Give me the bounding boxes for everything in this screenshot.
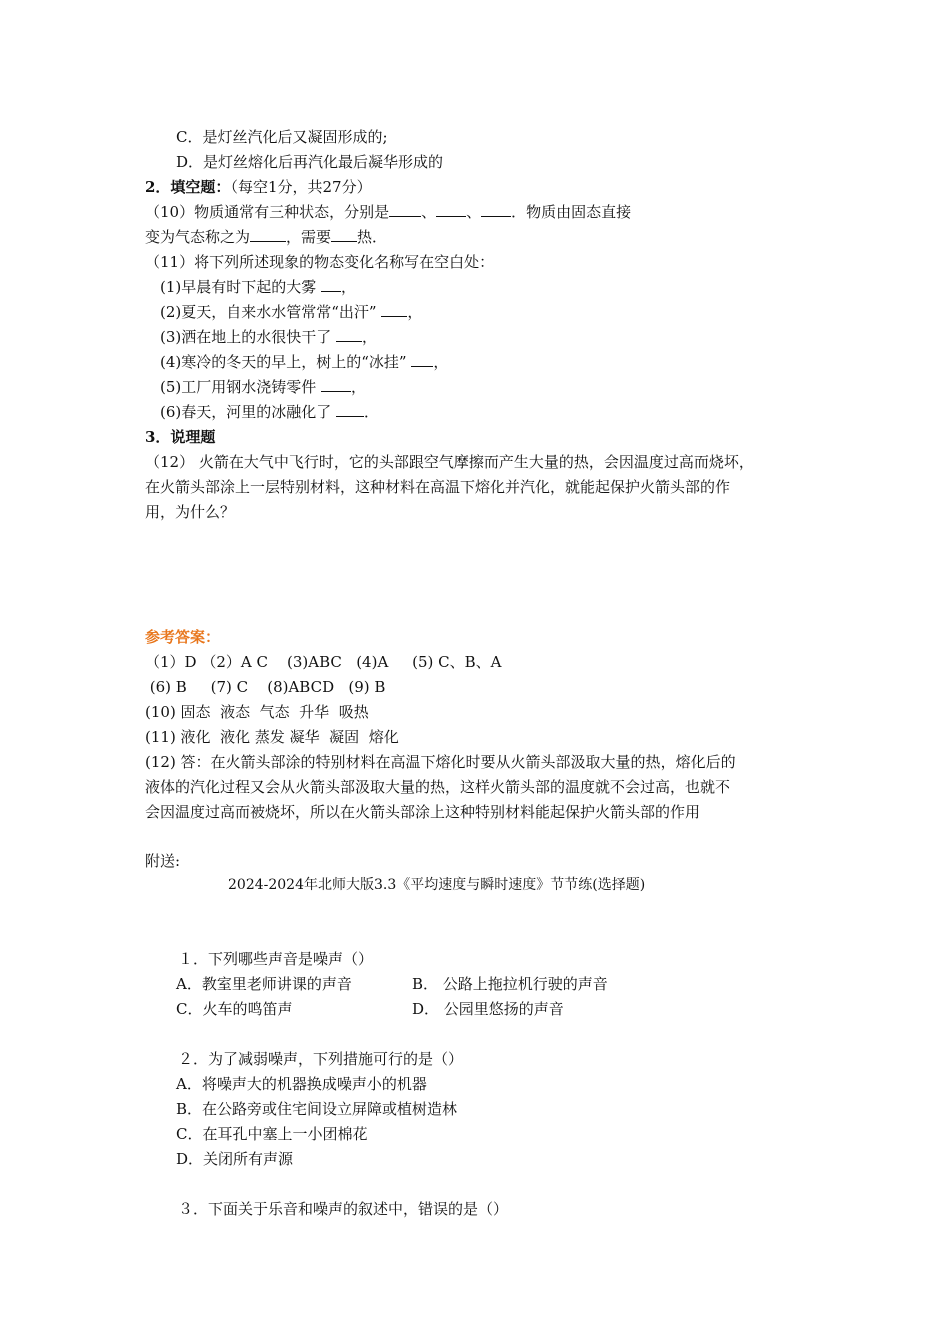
new-question-3-stem: ３．下面关于乐音和噪声的叙述中，错误的是（） bbox=[178, 1200, 509, 1218]
new-question-1-options-row-1 bbox=[176, 973, 676, 995]
q10-text-e: 热． bbox=[357, 228, 388, 246]
answer-line: (6) B (7) C (8)ABCD (9) B bbox=[145, 678, 386, 696]
q11-item: (3)洒在地上的水很快干了 ， bbox=[160, 328, 378, 346]
answer-blank[interactable] bbox=[250, 227, 286, 242]
question-12-line: 用，为什么？ bbox=[145, 503, 236, 521]
option-d: D． 公园里悠扬的声音 bbox=[412, 1000, 564, 1018]
option-b: B．在公路旁或住宅间设立屏障或植树造林 bbox=[176, 1100, 458, 1118]
answer-blank[interactable] bbox=[411, 352, 433, 367]
q10-text-d: ，需要 bbox=[286, 228, 332, 246]
section-2-heading bbox=[145, 176, 372, 198]
q11-item: (1)早晨有时下起的大雾 ， bbox=[160, 278, 357, 296]
option-c: C．是灯丝汽化后又凝固形成的; bbox=[176, 128, 388, 146]
q11-item: (2)夏天，自来水水管常常“出汗” ， bbox=[160, 303, 423, 321]
q11-item: (4)寒冷的冬天的早上，树上的“冰挂” ， bbox=[160, 353, 449, 371]
question-12-line: 在火箭头部涂上一层特别材料，这种材料在高温下熔化并汽化，就能起保护火箭头部的作 bbox=[145, 478, 731, 496]
answer-blank[interactable] bbox=[336, 402, 364, 417]
answer-line: (12) 答：在火箭头部涂的特别材料在高温下熔化时要从火箭头部汲取大量的热，熔化后的 bbox=[145, 753, 736, 771]
answer-blank[interactable] bbox=[321, 277, 341, 292]
option-c: C．火车的鸣笛声 bbox=[176, 1000, 293, 1018]
answer-blank[interactable] bbox=[336, 327, 362, 342]
separator: 、 bbox=[421, 203, 437, 221]
answer-line: 会因温度过高而被烧坏，所以在火箭头部涂上这种特别材料能起保护火箭头部的作用 bbox=[145, 803, 701, 821]
q11-item: (5)工厂用钢水浇铸零件 ， bbox=[160, 378, 367, 396]
q10-text-c: 变为气态称之为 bbox=[145, 228, 251, 246]
option-c: C．在耳孔中塞上一小团棉花 bbox=[176, 1125, 368, 1143]
answer-blank[interactable] bbox=[331, 227, 357, 242]
answers-title: 参考答案： bbox=[145, 628, 221, 646]
answer-line: (11) 液化 液化 蒸发 凝华 凝固 熔化 bbox=[145, 728, 399, 746]
q10-text-b: ．物质由固态直接 bbox=[511, 203, 632, 221]
appendix-title: 2024-2024年北师大版3.3《平均速度与瞬时速度》节节练(选择题) bbox=[228, 877, 646, 893]
section-3-title: 3．说理题 bbox=[145, 428, 216, 446]
appendix-label: 附送: bbox=[145, 852, 181, 870]
question-10-line-1 bbox=[145, 201, 631, 223]
q11-item: (6)春天，河里的冰融化了 ． bbox=[160, 403, 380, 421]
question-11-intro: （11）将下列所述现象的物态变化名称写在空白处： bbox=[145, 253, 495, 271]
new-question-2-stem: ２．为了减弱噪声，下列措施可行的是（） bbox=[178, 1050, 464, 1068]
separator: 、 bbox=[466, 203, 482, 221]
option-d: D．是灯丝熔化后再汽化最后凝华形成的 bbox=[176, 153, 444, 171]
section-title: 2．填空题： bbox=[145, 178, 231, 196]
new-question-1-stem: １．下列哪些声音是噪声（） bbox=[178, 950, 374, 968]
question-10-line-2 bbox=[145, 226, 387, 248]
answer-line: (10) 固态 液态 气态 升华 吸热 bbox=[145, 703, 369, 721]
question-12-line: （12） 火箭在大气中飞行时，它的头部跟空气摩擦而产生大量的热，会因温度过高而烧坏， bbox=[145, 453, 754, 471]
option-a: A．教室里老师讲课的声音 bbox=[176, 975, 352, 993]
answer-blank[interactable] bbox=[436, 202, 466, 217]
option-b: B． 公路上拖拉机行驶的声音 bbox=[412, 975, 608, 993]
answer-blank[interactable] bbox=[381, 302, 407, 317]
answer-blank[interactable] bbox=[481, 202, 511, 217]
answer-blank[interactable] bbox=[321, 377, 351, 392]
section-score: （每空1分，共27分） bbox=[230, 178, 372, 196]
new-question-1-options-row-2 bbox=[176, 998, 676, 1020]
answer-blank[interactable] bbox=[389, 202, 421, 217]
answer-line: 液体的汽化过程又会从火箭头部汲取大量的热，这样火箭头部的温度就不会过高，也就不 bbox=[145, 778, 731, 796]
answer-line: （1）D （2）A C (3)ABC (4)A (5) C、B、A bbox=[145, 653, 502, 671]
option-d: D．关闭所有声源 bbox=[176, 1150, 294, 1168]
q10-text-a: （10）物质通常有三种状态，分别是 bbox=[145, 203, 390, 221]
option-a: A．将噪声大的机器换成噪声小的机器 bbox=[176, 1075, 427, 1093]
